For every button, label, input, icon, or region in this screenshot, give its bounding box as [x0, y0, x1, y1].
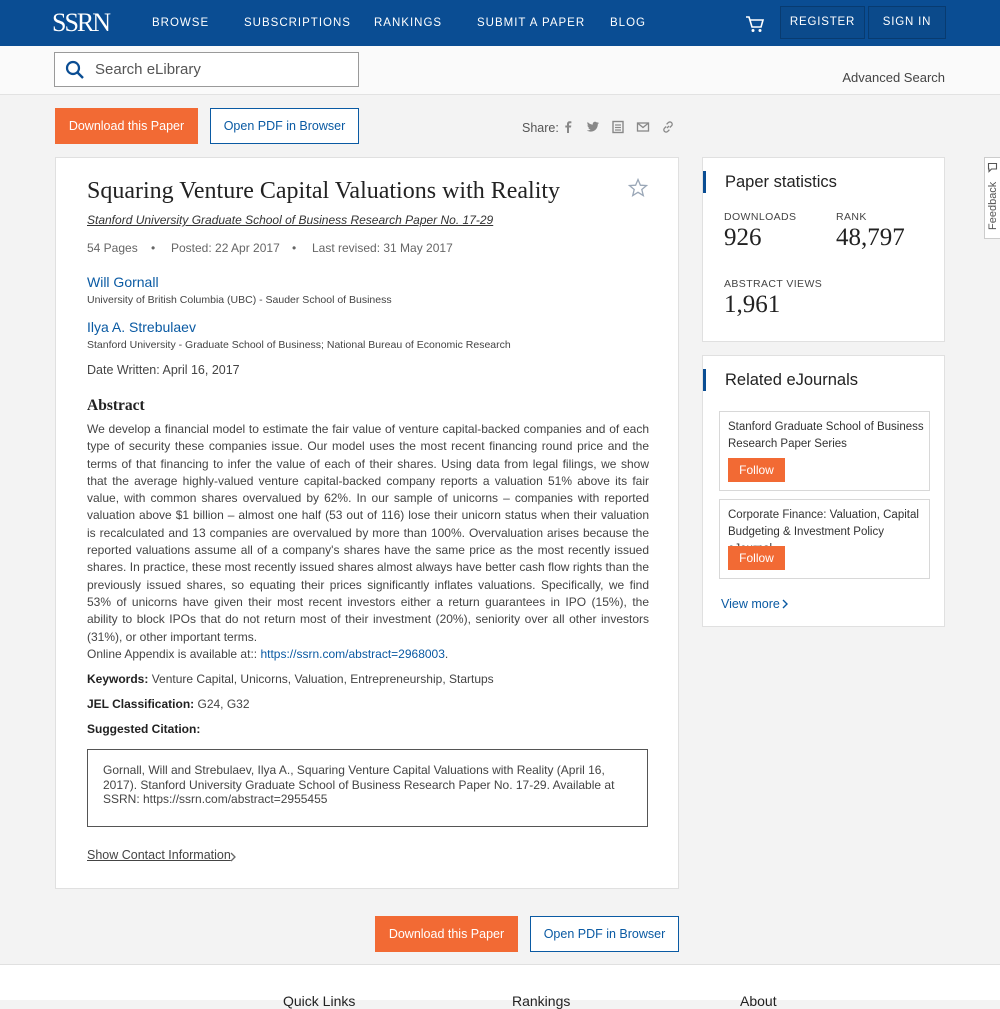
- appendix-prefix: Online Appendix is available at::: [87, 647, 261, 661]
- follow-button[interactable]: Follow: [728, 458, 785, 482]
- author-link[interactable]: Ilya A. Strebulaev: [87, 319, 196, 335]
- jel-value: G24, G32: [197, 697, 250, 711]
- paper-series-link[interactable]: Stanford University Graduate School of Business Research Paper No. 17-29: [87, 213, 494, 227]
- abstract-views-label: ABSTRACT VIEWS: [724, 278, 823, 290]
- search-box[interactable]: [54, 52, 359, 87]
- nav-submit-paper[interactable]: SUBMIT A PAPER: [477, 17, 586, 29]
- footer-quick-links: Quick Links: [283, 993, 356, 1009]
- follow-button[interactable]: Follow: [728, 546, 785, 570]
- journal-item: [719, 499, 930, 579]
- downloads-value: 926: [724, 224, 762, 251]
- nav-blog[interactable]: BLOG: [610, 17, 646, 29]
- footer-about: About: [740, 993, 777, 1009]
- facebook-icon[interactable]: [561, 120, 575, 134]
- abstract-views-value: 1,961: [724, 291, 781, 318]
- sign-in-button[interactable]: SIGN IN: [868, 6, 946, 39]
- appendix-link[interactable]: https://ssrn.com/abstract=2968003: [260, 647, 445, 661]
- advanced-search-link[interactable]: Advanced Search: [842, 70, 945, 85]
- nav-rankings[interactable]: RANKINGS: [374, 17, 443, 29]
- citation-box: Gornall, Will and Strebulaev, Ilya A., Squaring Venture Capital Valuations with Reality (April 16, 2017). Stanford University Graduate School of Business Research Paper No. 17-29. Available at SSRN: https://ssrn.com/abstract=2955455: [87, 749, 648, 827]
- journal-item: [719, 411, 930, 491]
- chevron-right-icon: [229, 852, 237, 862]
- paper-statistics-card: [702, 157, 945, 342]
- paper-statistics-title: Paper statistics: [703, 171, 837, 193]
- related-ejournals-card: [702, 355, 945, 627]
- date-written: Date Written: April 16, 2017: [87, 363, 240, 377]
- citation-label: Suggested Citation:: [87, 722, 201, 736]
- author-affiliation: Stanford University - Graduate School of Business; National Bureau of Economic Research: [87, 339, 511, 351]
- abstract-text: We develop a financial model to estimate the fair value of venture capital-backed companies and of each type of security these companies issue. Our model uses the most recent financing round price and the terms of that financing to infer the value of each of their shares. Using data from legal filings, we show that the average highly-valued venture capital-backed company reports a valuation 51% above its fair value, with common shares overvalued by 62%. In our sample of unicorns – companies with reported valuation above $1 billion – almost one half (53 out of 116) lose their unicorn status when their valuation is recalculated and 13 companies are overvalued by more than 100%. Overvaluation arises because the reported valuations assume all of a company's shares have the same price as the most recently issued shares. In practice, these most recently issued shares almost always have better cash flow rights than the previously issued shares, so equating their prices significantly inflates valuations. Specifically, we find 53% of unicorns have given their most recent investors either a return guarantees in IPO (15%), the ability to block IPOs that do not return most of their investment (20%), seniority over all other investors (31%), or other important terms.: [87, 422, 649, 644]
- journal-name[interactable]: Corporate Finance: Valuation, Capital Budgeting & Investment Policy: [728, 509, 919, 538]
- footer-rankings: Rankings: [512, 993, 571, 1009]
- search-bar: [0, 46, 1000, 95]
- appendix-suffix: .: [444, 647, 449, 661]
- search-icon[interactable]: [65, 60, 85, 80]
- revised-date: Last revised: 31 May 2017: [312, 241, 453, 255]
- download-paper-button-bottom[interactable]: Download this Paper: [375, 916, 518, 952]
- download-paper-button[interactable]: Download this Paper: [55, 108, 198, 144]
- view-more-link[interactable]: View more: [721, 597, 780, 611]
- keywords: [87, 672, 494, 686]
- paper-title: Squaring Venture Capital Valuations with Reality: [87, 178, 561, 204]
- posted-date: Posted: 22 Apr 2017: [171, 241, 280, 255]
- open-pdf-button[interactable]: Open PDF in Browser: [210, 108, 359, 144]
- online-appendix: [87, 647, 448, 661]
- author-affiliation: University of British Columbia (UBC) - Sauder School of Business: [87, 294, 392, 306]
- paper-card: [55, 157, 679, 889]
- twitter-icon[interactable]: [586, 120, 600, 134]
- search-input[interactable]: [95, 53, 350, 86]
- suggested-citation: [87, 722, 200, 736]
- cart-icon[interactable]: [745, 15, 765, 33]
- author-link[interactable]: Will Gornall: [87, 274, 159, 290]
- jel-label: JEL Classification:: [87, 697, 195, 711]
- show-contact-link[interactable]: Show Contact Information: [87, 848, 231, 862]
- feedback-label: Feedback: [987, 181, 999, 230]
- page-count: 54 Pages: [87, 241, 138, 255]
- meta-separator: •: [151, 241, 156, 255]
- email-icon[interactable]: [636, 120, 650, 134]
- share-label: Share:: [522, 121, 559, 135]
- top-nav: [0, 0, 1000, 46]
- footer: [0, 964, 1000, 1009]
- bookmark-icon[interactable]: [611, 120, 625, 134]
- abstract-heading: Abstract: [87, 397, 145, 414]
- related-ejournals-title: Related eJournals: [703, 369, 858, 391]
- link-icon[interactable]: [661, 120, 675, 134]
- journal-name[interactable]: Stanford Graduate School of Business Research Paper Series: [728, 421, 924, 450]
- downloads-label: DOWNLOADS: [724, 211, 797, 223]
- chat-icon: [987, 162, 998, 173]
- ssrn-logo[interactable]: SSRN: [52, 8, 110, 37]
- star-icon[interactable]: [628, 178, 648, 198]
- keywords-label: Keywords:: [87, 672, 149, 686]
- register-button[interactable]: REGISTER: [780, 6, 865, 39]
- jel-classification: [87, 697, 250, 711]
- chevron-right-icon: [781, 599, 789, 609]
- nav-subscriptions[interactable]: SUBSCRIPTIONS: [244, 17, 351, 29]
- feedback-tab[interactable]: [984, 157, 1000, 239]
- nav-browse[interactable]: BROWSE: [152, 17, 210, 29]
- open-pdf-button-bottom[interactable]: Open PDF in Browser: [530, 916, 679, 952]
- rank-value: 48,797: [836, 224, 905, 251]
- rank-label: RANK: [836, 211, 867, 223]
- keywords-value: Venture Capital, Unicorns, Valuation, Entrepreneurship, Startups: [151, 672, 494, 686]
- meta-separator: •: [292, 241, 297, 255]
